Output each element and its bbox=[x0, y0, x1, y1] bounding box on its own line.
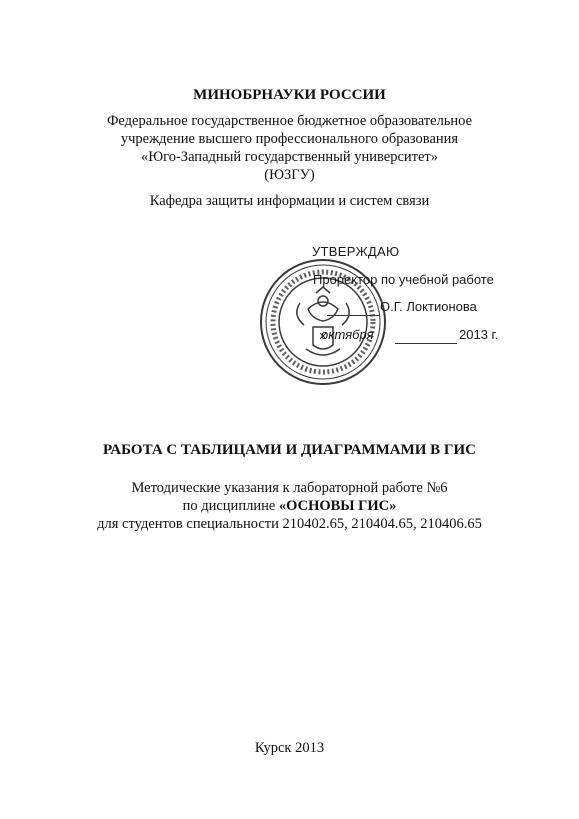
document-title: РАБОТА С ТАБЛИЦАМИ И ДИАГРАММАМИ В ГИС bbox=[103, 442, 476, 458]
approval-block bbox=[255, 238, 520, 398]
approver-name: О.Г. Локтионова bbox=[380, 299, 477, 314]
description-line-2 bbox=[0, 497, 579, 515]
ministry-name: МИНОБРНАУКИ РОССИИ bbox=[193, 87, 386, 103]
date-line bbox=[395, 343, 457, 344]
discipline-prefix: по дисциплине bbox=[182, 498, 279, 514]
approver-role: Проректор по учебной работе bbox=[313, 272, 494, 287]
org-abbreviation: (ЮЗГУ) bbox=[264, 167, 315, 183]
city-year: Курск 2013 bbox=[254, 740, 325, 756]
org-line-1: Федеральное государственное бюджетное образовательное bbox=[106, 113, 473, 129]
approval-heading: УТВЕРЖДАЮ bbox=[312, 244, 400, 259]
approval-date-handwritten: октября bbox=[321, 327, 374, 342]
description-line-3: для студентов специальности 210402.65, 210404.65, 210406.65 bbox=[97, 516, 482, 532]
org-line-2: учреждение высшего профессионального образования bbox=[120, 131, 459, 147]
org-line-3: «Юго-Западный государственный университет» bbox=[140, 149, 439, 165]
department-name: Кафедра защиты информации и систем связи bbox=[149, 193, 430, 209]
description-line-1: Методические указания к лабораторной работе №6 bbox=[131, 480, 448, 496]
discipline-name: «ОСНОВЫ ГИС» bbox=[278, 498, 397, 514]
approval-year: 2013 г. bbox=[459, 327, 499, 342]
signature-line bbox=[327, 315, 379, 316]
